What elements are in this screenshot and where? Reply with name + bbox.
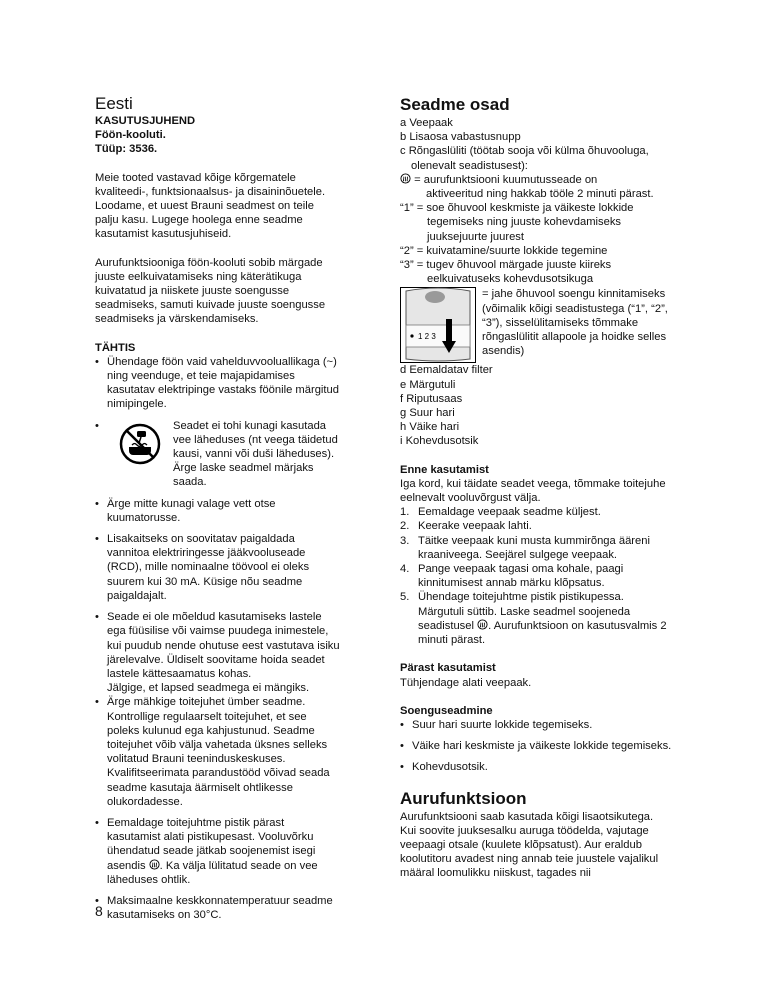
steam-function-text: Aurufunktsiooni saab kasutada kõigi lisaotsikutega. Kui soovite juuksesalku auruga töödelda, vajutage veepaagi otsale (kuulete klõpsatust). Aur eraldub koolutitoru avadest ning annab teie juustele vajalikul määral loomulikku niiskust, tagades nii xyxy=(400,810,659,880)
setting-3: “3” = tugev õhuvool märgade juuste kiireks xyxy=(400,259,612,272)
safety-bullet-unplug: • Eemaldage toitejuhtme pistik pärast kasutamist alati pistikupesast. Vooluvõrku ühendatud seade jätkab soojenemist isegi asendis . Ka välja lülitatud seade on vee läheduses ohtlik. xyxy=(95,816,340,887)
steam-function-heading: Aurufunktsioon xyxy=(400,788,527,808)
intro-paragraph-2: Aurufunktsiooniga föön-kooluti sobib märgade juuste eelkuivatamiseks ning käterätikuga kuivatatud ja niiskete juuste soengusse seadmiseks, samuti kuivade juuste soengusse seadmiseks ja värskendamiseks. xyxy=(95,256,326,326)
step-item: 3. Täitke veepaak kuni musta kummirõnga ääreni kraaniveega. Seejärel sulgege veepaak. xyxy=(400,534,650,561)
styling-heading: Soenguseadmine xyxy=(400,704,493,717)
before-use-heading: Enne kasutamist xyxy=(400,463,489,476)
safety-bullet: • Lisakaitseks on soovitatav paigaldada vannitoa elektriringesse jääkvooluseade (RCD), mille nominaalne töövool ei oleks suurem kui 30 mA. Küsige nõu seadme paigaldajalt. xyxy=(95,532,340,603)
setting-1-desc: tegemiseks ning juuste kohevdamiseks juuksejuurte juurest xyxy=(427,216,622,243)
manual-header-line: Föön-kooluti. xyxy=(95,129,166,142)
safety-bullet: • Ärge mitte kunagi valage vett otse kuumatorusse. xyxy=(95,497,340,525)
no-bath-water-warning-icon xyxy=(119,423,161,465)
manual-header-line: Tüüp: 3536. xyxy=(95,143,158,156)
safety-bullet-children xyxy=(95,610,340,681)
setting-1: “1” = soe õhuvool keskmiste ja väikeste lokkide xyxy=(400,202,634,215)
part-item: e Märgutuli xyxy=(400,378,456,391)
important-heading: TÄHTIS xyxy=(95,341,136,354)
ring-switch-diagram-icon xyxy=(400,287,476,363)
safety-bullet-water xyxy=(95,419,340,490)
left-column xyxy=(95,94,340,929)
steam-symbol-icon xyxy=(400,173,411,184)
parts-heading: Seadme osad xyxy=(400,95,510,114)
intro-paragraph: Meie tooted vastavad kõige kõrgematele kvaliteedi-, funktsionaalsus- ja disaininõuetele. Loodame, et uuest Brauni seadmest on teile palju kasu. Lugege hoolega enne seadme kasutamist kasutusjuhiseid. xyxy=(95,171,326,241)
dial-numbers: 1 2 3 xyxy=(418,332,436,342)
safety-bullet: • Maksimaalne keskkonnatemperatuur seadme kasutamiseks on 30°C. xyxy=(95,894,340,922)
after-use-text: Tühjendage alati veepaak. xyxy=(400,676,532,689)
safety-bullet: • Ühendage föön vaid vahelduvvooluallikaga (~) ning veenduge, et teie majapidamises kasutatav elektripinge vastaks föönile märgitud nimipingele. xyxy=(95,355,340,412)
safety-bullet-text: • Seadet ei tohi kunagi kasutada vee läheduses (nt veega täidetud kausi, vanni või duši läheduses). Ärge laske seadmel märjaks saada. xyxy=(173,419,338,489)
language-title: Eesti xyxy=(95,94,133,113)
steam-symbol-icon xyxy=(477,619,488,630)
steam-setting-desc: aktiveeritud ning hakkab tööle 2 minuti pärast. xyxy=(426,188,654,201)
styling-bullet: • Väike hari keskmiste ja väikeste lokkide tegemiseks. xyxy=(400,739,672,753)
page-number: 8 xyxy=(95,903,103,919)
manual-header-line: KASUTUSJUHEND xyxy=(95,115,196,127)
children-note: Jälgige, et lapsed seadmega ei mängiks. xyxy=(107,682,310,695)
part-item: b Lisaosa vabastusnupp xyxy=(400,131,521,144)
cool-shot-row xyxy=(400,287,672,363)
styling-bullet: • Suur hari suurte lokkide tegemiseks. xyxy=(400,718,672,732)
before-use-intro: Iga kord, kui täidate seadet veega, tõmmake toitejuhe eelnevalt vooluvõrgust välja. xyxy=(400,477,666,505)
part-item: i Kohevdusotsik xyxy=(400,435,479,448)
after-use-heading: Pärast kasutamist xyxy=(400,662,496,675)
right-column xyxy=(400,94,672,881)
setting-2: “2” = kuivatamine/suurte lokkide tegemine xyxy=(400,244,608,257)
step-item: 1. Eemaldage veepaak seadme küljest. xyxy=(400,506,601,519)
safety-bullet-text: Seade ei ole mõeldud kasutamiseks lastele ega füüsilise või vaimse puudega inimestele, kui puudub nende ohutuse eest vastutava isiku järelevalve. Üldiselt soovitame hoida seadet lastele kättesaamatus kohas. xyxy=(107,611,340,680)
part-item: g Suur hari xyxy=(400,407,455,420)
part-item: c Rõngaslüliti (töötab sooja või külma õhuvooluga, olenevalt seadistusest): xyxy=(400,145,649,172)
steam-setting-line: = aurufunktsiooni kuumutusseade on xyxy=(400,173,672,187)
step-item: 4. Pange veepaak tagasi oma kohale, paagi kinnitumisest annab märku klõpsatus. xyxy=(400,563,624,590)
styling-bullet: • Kohevdusotsik. xyxy=(400,760,672,774)
part-item: d Eemaldatav filter xyxy=(400,364,493,377)
part-item: h Väike hari xyxy=(400,421,460,434)
part-item: f Riputusaas xyxy=(400,392,463,405)
step-item: 5. Ühendage toitejuhtme pistik pistikupessa. Märgutuli süttib. Laske seadmel soojeneda seadistusel . Aurufunktsioon on kasutusvalmis 2 minuti pärast. xyxy=(400,591,667,647)
steam-symbol-icon xyxy=(149,859,160,870)
setting-3-desc: eelkuivatuseks kohevdusotsikuga xyxy=(427,273,594,286)
safety-bullet: • Ärge mähkige toitejuhet ümber seadme. Kontrollige regulaarselt toitejuhet, et see poleks kulunud ega kahjustunud. Seadme toitejuhet võib välja vahetada üksnes selleks volitatud Brauni teeninduskeskuses. Kvalifitseerimata parandustööd võivad seada seadme kasutaja äärmiselt ohtlikesse olukordadesse. xyxy=(95,695,340,809)
step-item: 2. Keerake veepaak lahti. xyxy=(400,520,532,533)
part-item: a Veepaak xyxy=(400,117,453,129)
cool-shot-text: = jahe õhuvool soengu kinnitamiseks (võimalik kõigi seadistustega (“1”, “2”, “3”), sisselülitamiseks tõmmake rõngaslülitit allapoole ja hoidke selles asendis) xyxy=(482,288,668,358)
